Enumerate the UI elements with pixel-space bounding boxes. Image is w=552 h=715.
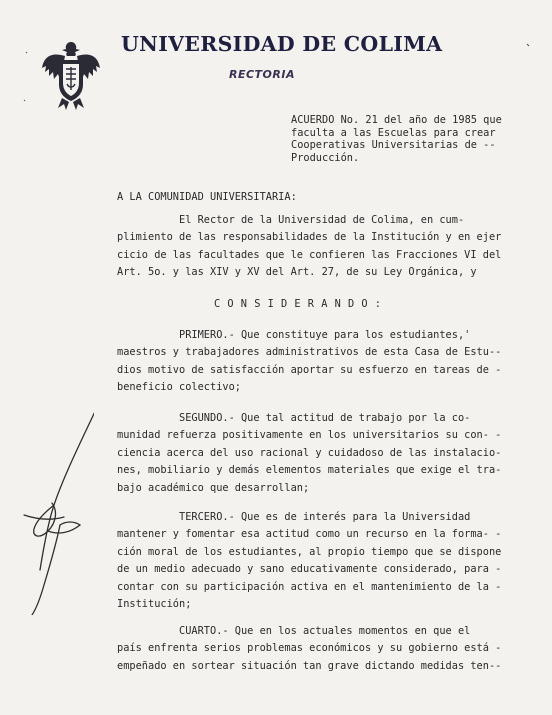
text-line: beneficio colectivo; [117, 381, 241, 394]
text-line: bajo académico que desarrollan; [117, 481, 310, 494]
university-title: UNIVERSIDAD DE COLIMA [121, 32, 443, 56]
text-line: Art. 5o. y las XIV y XV del Art. 27, de su Ley Orgánica, y [117, 266, 477, 279]
text-line: contar con su participación activa en el mantenimiento de la - [117, 580, 502, 593]
text-line: de un medio adecuado y sano educativamente considerado, para - [117, 563, 502, 576]
salutation: A LA COMUNIDAD UNIVERSITARIA: [117, 191, 297, 203]
text-line: nes, mobiliario y demás elementos materiales que exige el tra- [117, 464, 502, 477]
text-line: PRIMERO.- Que constituye para los estudiantes,' [117, 329, 471, 341]
text-line: país enfrenta serios problemas económicos y su gobierno está - [117, 642, 502, 655]
considerando-heading: C O N S I D E R A N D O : [214, 298, 382, 310]
office-name: RECTORIA [229, 68, 295, 81]
text-line: munidad refuerza positivamente en los universitarios su con- - [117, 429, 502, 442]
text-line: empeñado en sortear situación tan grave dictando medidas ten-- [117, 659, 502, 672]
text-line: Institución; [117, 598, 192, 611]
text-line: cicio de las facultades que le confieren las Fracciones VI del [117, 248, 502, 261]
agreement-line: faculta a las Escuelas para crear [291, 126, 496, 139]
agreement-line: Producción. [291, 151, 360, 164]
text-line: maestros y trabajadores administrativos de esta Casa de Estu-- [117, 346, 502, 359]
text-line: SEGUNDO.- Que tal actitud de trabajo por la co- [117, 412, 471, 424]
agreement-line: Cooperativas Universitarias de -- [291, 139, 496, 151]
text-line: TERCERO.- Que es de interés para la Universidad [117, 511, 471, 523]
text-line: ciencia acerca del uso racional y cuidadoso de las instalacio- [117, 446, 502, 459]
agreement-line: ACUERDO No. 21 del año de 1985 que [291, 114, 502, 126]
text-line: mantener y fomentar esa actitud como un recurso en la forma- - [117, 528, 502, 541]
text-line: plimiento de las responsabilidades de la Institución y en ejer [117, 231, 502, 244]
text-line: dios motivo de satisfacción aportar su esfuerzo en tareas de - [117, 363, 502, 376]
text-line: CUARTO.- Que en los actuales momentos en que el [117, 625, 471, 637]
text-line: ción moral de los estudiantes, al propio tiempo que se dispone [117, 545, 502, 558]
text-line: El Rector de la Universidad de Colima, en cum- [117, 214, 465, 226]
